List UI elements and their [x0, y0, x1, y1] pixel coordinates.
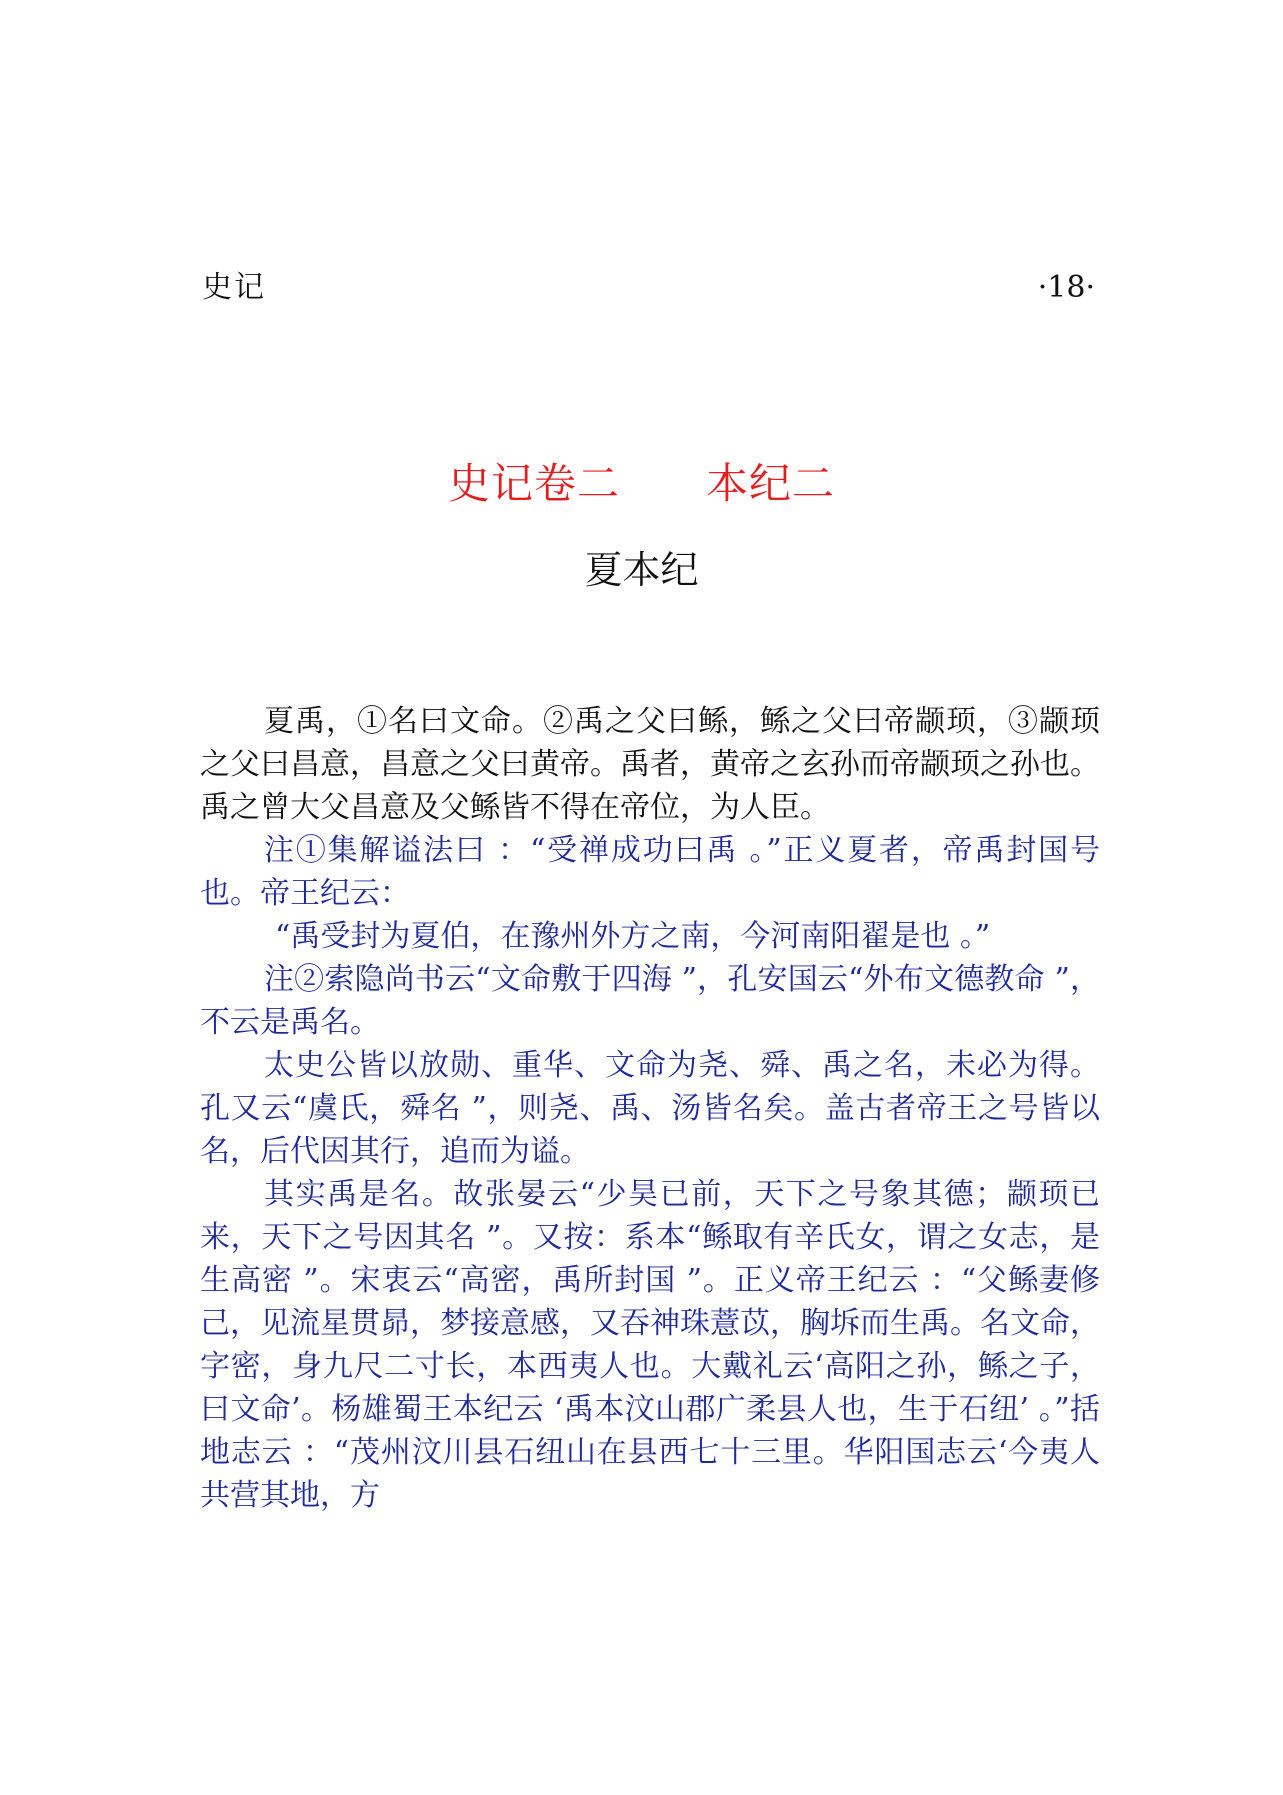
paragraph-note-4: 其实禹是名。故张晏云“少昊已前，天下之号象其德；颛顼已来，天下之号因其名 ”。又按：系本“鲧取有辛氏女，谓之女志，是生高密 ”。宋衷云“高密，禹所封国 ”。正义帝王纪云 ：“父鲧妻修己，见流星贯昴，梦接意感，又吞神珠薏苡，胸坼而生禹。名文命，字密，身九尺二寸长，本西夷人也。大戴礼云‘高阳之孙，鲧之子，曰文命’。杨雄蜀王本纪云 ‘禹本汶山郡广柔县人也，生于石纽’ 。”括地志云 ：“茂州汶川县石纽山在县西七十三里。华阳国志云‘今夷人共营其地，方 — [200, 1177, 1100, 1513]
body-text — [200, 700, 1100, 1517]
volume-title-part2: 本纪二 — [706, 459, 836, 508]
paragraph-note-1: 注①集解谥法曰 ：“受禅成功曰禹 。”正义夏者，帝禹封国号也。帝王纪云： — [200, 833, 1100, 911]
volume-title — [0, 456, 1283, 512]
paragraph-note-quote: “禹受封为夏伯，在豫州外方之南，今河南阳翟是也 。” — [275, 919, 991, 954]
chapter-title: 夏本纪 — [584, 548, 699, 592]
paragraph-note-2: 注②索隐尚书云“文命敷于四海 ”，孔安国云“外布文德教命 ”，不云是禹名。 — [200, 962, 1100, 1040]
paragraph-note-3: 太史公皆以放勋、重华、文命为尧、舜、禹之名，未必为得。孔又云“虞氏，舜名 ”，则尧、禹、汤皆名矣。盖古者帝王之号皆以名，后代因其行，追而为谥。 — [200, 1048, 1100, 1169]
page-number: ·18· — [1037, 270, 1095, 305]
paragraph-main: 夏禹，①名曰文命。②禹之父曰鲧，鲧之父曰帝颛顼，③颛顼之父曰昌意，昌意之父曰黄帝。禹者，黄帝之玄孙而帝颛顼之孙也。禹之曾大父昌意及父鲧皆不得在帝位，为人臣。 — [200, 704, 1100, 825]
volume-title-part1: 史记卷二 — [447, 459, 620, 508]
running-title: 史记 — [202, 270, 266, 305]
